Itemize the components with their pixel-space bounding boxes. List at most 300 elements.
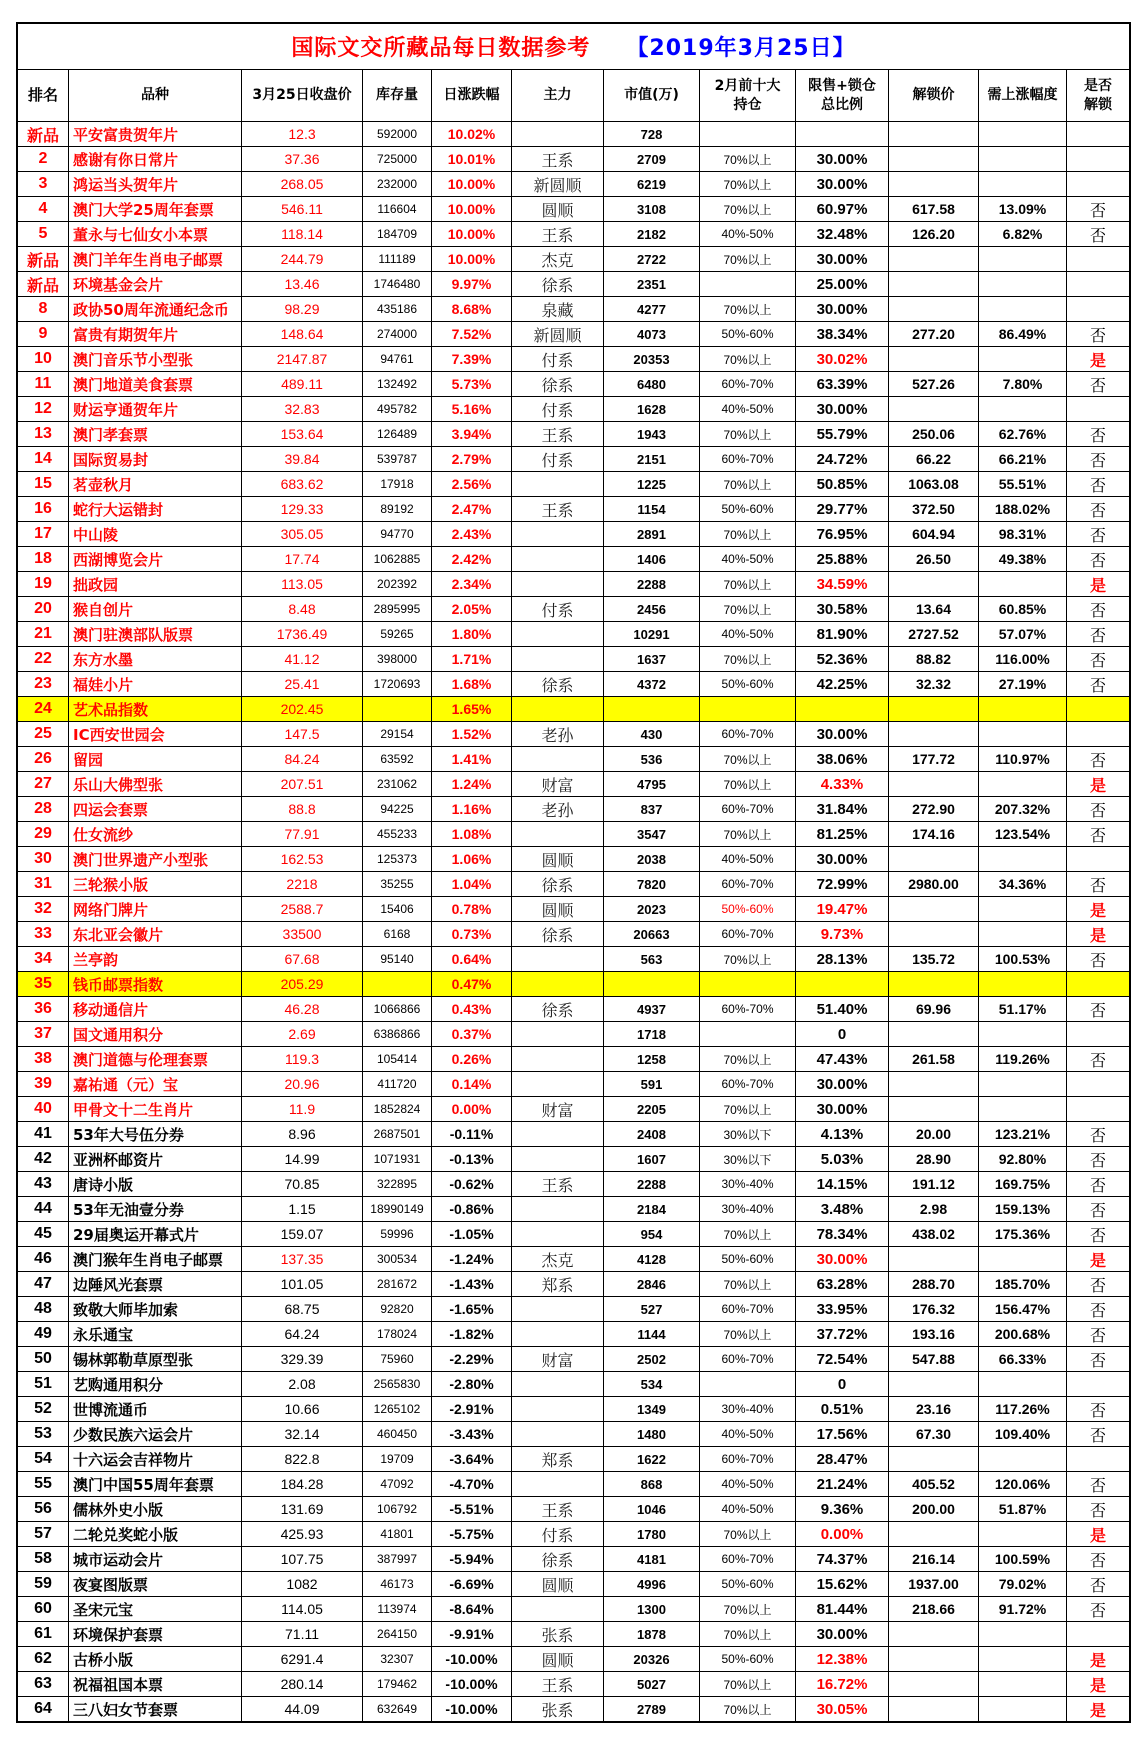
- market-cap-cell: 4996: [604, 1572, 699, 1596]
- lock-ratio-cell: 5.03%: [796, 1147, 888, 1171]
- needed-rise-cell: 123.21%: [979, 1122, 1066, 1146]
- main-force-cell: 徐系: [512, 922, 603, 946]
- main-force-cell: 王系: [512, 1672, 603, 1696]
- market-cap-cell: 2288: [604, 572, 699, 596]
- top10-holding-cell: 40%-50%: [700, 1422, 795, 1446]
- market-cap-cell: 1225: [604, 472, 699, 496]
- unlocked-cell: 是: [1067, 897, 1129, 921]
- stock-cell: 411720: [363, 1072, 431, 1096]
- close-price-cell: 2588.7: [242, 897, 362, 921]
- daily-change-cell: 0.78%: [432, 897, 511, 921]
- market-cap-cell: 534: [604, 1372, 699, 1396]
- needed-rise-cell: 200.68%: [979, 1322, 1066, 1346]
- stock-cell: 2687501: [363, 1122, 431, 1146]
- variety-name-cell: 嘉祐通（元）宝: [69, 1072, 241, 1096]
- unlocked-cell: 否: [1067, 647, 1129, 671]
- main-force-cell: [512, 947, 603, 971]
- unlocked-cell: 否: [1067, 997, 1129, 1021]
- variety-name-cell: 鸿运当头贺年片: [69, 172, 241, 196]
- unlocked-cell: 否: [1067, 197, 1129, 221]
- variety-name-cell: 圣宋元宝: [69, 1597, 241, 1621]
- unlock-price-cell: [889, 1622, 978, 1646]
- variety-name-cell: 乐山大佛型张: [69, 772, 241, 796]
- rank-cell: 30: [18, 847, 68, 871]
- close-price-cell: 137.35: [242, 1247, 362, 1271]
- market-cap-cell: 1046: [604, 1497, 699, 1521]
- unlock-price-cell: [889, 247, 978, 271]
- unlock-price-cell: 272.90: [889, 797, 978, 821]
- main-force-cell: 王系: [512, 497, 603, 521]
- lock-ratio-cell: 31.84%: [796, 797, 888, 821]
- market-cap-cell: [604, 972, 699, 996]
- main-force-cell: 王系: [512, 1172, 603, 1196]
- stock-cell: 126489: [363, 422, 431, 446]
- stock-cell: 6168: [363, 922, 431, 946]
- top10-holding-cell: 70%以上: [700, 947, 795, 971]
- header-market-cap: 市值(万): [604, 70, 699, 121]
- needed-rise-cell: 57.07%: [979, 622, 1066, 646]
- needed-rise-cell: [979, 1672, 1066, 1696]
- market-cap-cell: 2789: [604, 1697, 699, 1721]
- lock-ratio-cell: 34.59%: [796, 572, 888, 596]
- top10-holding-cell: 70%以上: [700, 1522, 795, 1546]
- market-cap-cell: 2182: [604, 222, 699, 246]
- daily-change-cell: 10.00%: [432, 247, 511, 271]
- needed-rise-cell: [979, 772, 1066, 796]
- top10-holding-cell: 70%以上: [700, 522, 795, 546]
- rank-cell: 56: [18, 1497, 68, 1521]
- stock-cell: 178024: [363, 1322, 431, 1346]
- stock-cell: 1066866: [363, 997, 431, 1021]
- stock-cell: 398000: [363, 647, 431, 671]
- lock-ratio-cell: 9.73%: [796, 922, 888, 946]
- market-cap-cell: 1144: [604, 1322, 699, 1346]
- top10-holding-cell: 70%以上: [700, 1222, 795, 1246]
- top10-holding-cell: [700, 272, 795, 296]
- unlocked-cell: 否: [1067, 222, 1129, 246]
- unlock-price-cell: 177.72: [889, 747, 978, 771]
- unlock-price-cell: [889, 972, 978, 996]
- close-price-cell: 101.05: [242, 1272, 362, 1296]
- unlock-price-cell: 288.70: [889, 1272, 978, 1296]
- variety-name-cell: 边陲风光套票: [69, 1272, 241, 1296]
- needed-rise-cell: 117.26%: [979, 1397, 1066, 1421]
- stock-cell: 92820: [363, 1297, 431, 1321]
- rank-cell: 13: [18, 422, 68, 446]
- lock-ratio-cell: 52.36%: [796, 647, 888, 671]
- unlock-price-cell: 617.58: [889, 197, 978, 221]
- rank-cell: 51: [18, 1372, 68, 1396]
- variety-name-cell: 福娃小片: [69, 672, 241, 696]
- market-cap-cell: 2151: [604, 447, 699, 471]
- market-cap-cell: 527: [604, 1297, 699, 1321]
- needed-rise-cell: [979, 847, 1066, 871]
- stock-cell: 29154: [363, 722, 431, 746]
- header-close-price: 3月25日收盘价: [242, 70, 362, 121]
- rank-cell: 25: [18, 722, 68, 746]
- variety-name-cell: 唐诗小版: [69, 1172, 241, 1196]
- main-force-cell: [512, 522, 603, 546]
- variety-name-cell: 留园: [69, 747, 241, 771]
- daily-change-cell: 1.24%: [432, 772, 511, 796]
- rank-cell: 44: [18, 1197, 68, 1221]
- top10-holding-cell: 50%-60%: [700, 1572, 795, 1596]
- close-price-cell: 305.05: [242, 522, 362, 546]
- main-force-cell: 付系: [512, 397, 603, 421]
- daily-change-cell: 1.06%: [432, 847, 511, 871]
- unlock-price-cell: [889, 122, 978, 146]
- unlocked-cell: 是: [1067, 572, 1129, 596]
- unlock-price-cell: 23.16: [889, 1397, 978, 1421]
- rank-cell: 23: [18, 672, 68, 696]
- rank-cell: 8: [18, 297, 68, 321]
- variety-name-cell: 政协50周年流通纪念币: [69, 297, 241, 321]
- market-cap-cell: 3547: [604, 822, 699, 846]
- lock-ratio-cell: 72.99%: [796, 872, 888, 896]
- market-cap-cell: 2184: [604, 1197, 699, 1221]
- top10-holding-cell: 60%-70%: [700, 872, 795, 896]
- daily-change-cell: 2.34%: [432, 572, 511, 596]
- needed-rise-cell: 156.47%: [979, 1297, 1066, 1321]
- main-force-cell: 徐系: [512, 272, 603, 296]
- daily-change-cell: 1.68%: [432, 672, 511, 696]
- daily-change-cell: 0.64%: [432, 947, 511, 971]
- needed-rise-cell: [979, 697, 1066, 721]
- close-price-cell: 244.79: [242, 247, 362, 271]
- unlocked-cell: [1067, 847, 1129, 871]
- lock-ratio-cell: [796, 972, 888, 996]
- rank-cell: 40: [18, 1097, 68, 1121]
- top10-holding-cell: 70%以上: [700, 1097, 795, 1121]
- top10-holding-cell: 70%以上: [700, 772, 795, 796]
- variety-name-cell: 澳门驻澳部队版票: [69, 622, 241, 646]
- top10-holding-cell: 40%-50%: [700, 547, 795, 571]
- close-price-cell: 84.24: [242, 747, 362, 771]
- main-force-cell: 徐系: [512, 872, 603, 896]
- daily-change-cell: 0.43%: [432, 997, 511, 1021]
- lock-ratio-cell: 14.15%: [796, 1172, 888, 1196]
- needed-rise-cell: 27.19%: [979, 672, 1066, 696]
- needed-rise-cell: 207.32%: [979, 797, 1066, 821]
- variety-name-cell: 环境基金会片: [69, 272, 241, 296]
- needed-rise-cell: 91.72%: [979, 1597, 1066, 1621]
- stock-cell: 41801: [363, 1522, 431, 1546]
- rank-cell: 41: [18, 1122, 68, 1146]
- close-price-cell: 113.05: [242, 572, 362, 596]
- daily-change-cell: 0.14%: [432, 1072, 511, 1096]
- needed-rise-cell: [979, 722, 1066, 746]
- daily-change-cell: 1.04%: [432, 872, 511, 896]
- needed-rise-cell: [979, 1022, 1066, 1046]
- needed-rise-cell: 55.51%: [979, 472, 1066, 496]
- close-price-cell: 77.91: [242, 822, 362, 846]
- unlocked-cell: [1067, 1622, 1129, 1646]
- variety-name-cell: 城市运动会片: [69, 1547, 241, 1571]
- needed-rise-cell: [979, 272, 1066, 296]
- top10-holding-cell: 70%以上: [700, 197, 795, 221]
- variety-name-cell: 东方水墨: [69, 647, 241, 671]
- top10-holding-cell: 60%-70%: [700, 722, 795, 746]
- top10-holding-cell: 70%以上: [700, 1622, 795, 1646]
- variety-name-cell: 澳门道德与伦理套票: [69, 1047, 241, 1071]
- unlocked-cell: [1067, 147, 1129, 171]
- lock-ratio-cell: 12.38%: [796, 1647, 888, 1671]
- rank-cell: 31: [18, 872, 68, 896]
- rank-cell: 9: [18, 322, 68, 346]
- lock-ratio-cell: 55.79%: [796, 422, 888, 446]
- top10-holding-cell: [700, 1372, 795, 1396]
- stock-cell: 59996: [363, 1222, 431, 1246]
- main-force-cell: [512, 972, 603, 996]
- top10-holding-cell: 60%-70%: [700, 1447, 795, 1471]
- main-force-cell: 新圆顺: [512, 322, 603, 346]
- stock-cell: 539787: [363, 447, 431, 471]
- stock-cell: [363, 972, 431, 996]
- needed-rise-cell: [979, 1372, 1066, 1396]
- stock-cell: 125373: [363, 847, 431, 871]
- needed-rise-cell: [979, 1247, 1066, 1271]
- rank-cell: 新品: [18, 247, 68, 271]
- lock-ratio-cell: 38.06%: [796, 747, 888, 771]
- unlock-price-cell: [889, 272, 978, 296]
- lock-ratio-cell: 76.95%: [796, 522, 888, 546]
- close-price-cell: 147.5: [242, 722, 362, 746]
- stock-cell: 15406: [363, 897, 431, 921]
- variety-name-cell: 夜宴图版票: [69, 1572, 241, 1596]
- unlocked-cell: 否: [1067, 547, 1129, 571]
- variety-name-cell: 拙政园: [69, 572, 241, 596]
- stock-cell: 132492: [363, 372, 431, 396]
- daily-change-cell: 0.37%: [432, 1022, 511, 1046]
- close-price-cell: 159.07: [242, 1222, 362, 1246]
- unlocked-cell: 否: [1067, 372, 1129, 396]
- close-price-cell: 12.3: [242, 122, 362, 146]
- close-price-cell: 1082: [242, 1572, 362, 1596]
- market-cap-cell: 2891: [604, 522, 699, 546]
- top10-holding-cell: 70%以上: [700, 1322, 795, 1346]
- unlocked-cell: 否: [1067, 422, 1129, 446]
- rank-cell: 46: [18, 1247, 68, 1271]
- variety-name-cell: 仕女流纱: [69, 822, 241, 846]
- stock-cell: 1062885: [363, 547, 431, 571]
- top10-holding-cell: 60%-70%: [700, 447, 795, 471]
- needed-rise-cell: 100.53%: [979, 947, 1066, 971]
- close-price-cell: 107.75: [242, 1547, 362, 1571]
- stock-cell: 94225: [363, 797, 431, 821]
- unlocked-cell: 是: [1067, 347, 1129, 371]
- variety-name-cell: 古桥小版: [69, 1647, 241, 1671]
- daily-change-cell: -0.62%: [432, 1172, 511, 1196]
- main-force-cell: [512, 547, 603, 571]
- stock-cell: 116604: [363, 197, 431, 221]
- main-force-cell: 徐系: [512, 672, 603, 696]
- close-price-cell: 41.12: [242, 647, 362, 671]
- daily-change-cell: 1.71%: [432, 647, 511, 671]
- main-force-cell: 王系: [512, 1497, 603, 1521]
- unlocked-cell: [1067, 247, 1129, 271]
- unlocked-cell: [1067, 1072, 1129, 1096]
- lock-ratio-cell: 17.56%: [796, 1422, 888, 1446]
- close-price-cell: 70.85: [242, 1172, 362, 1196]
- variety-name-cell: 四运会套票: [69, 797, 241, 821]
- stock-cell: 725000: [363, 147, 431, 171]
- top10-holding-cell: 70%以上: [700, 1597, 795, 1621]
- lock-ratio-cell: 30.00%: [796, 297, 888, 321]
- variety-name-cell: 世博流通币: [69, 1397, 241, 1421]
- market-cap-cell: 4181: [604, 1547, 699, 1571]
- main-force-cell: [512, 1297, 603, 1321]
- variety-name-cell: 二轮兑奖蛇小版: [69, 1522, 241, 1546]
- market-cap-cell: 4073: [604, 322, 699, 346]
- unlock-price-cell: 28.90: [889, 1147, 978, 1171]
- lock-ratio-cell: 28.13%: [796, 947, 888, 971]
- variety-name-cell: 中山陵: [69, 522, 241, 546]
- rank-cell: 52: [18, 1397, 68, 1421]
- unlocked-cell: [1067, 697, 1129, 721]
- lock-ratio-cell: 21.24%: [796, 1472, 888, 1496]
- variety-name-cell: IC西安世园会: [69, 722, 241, 746]
- top10-holding-cell: 60%-70%: [700, 1297, 795, 1321]
- close-price-cell: 2218: [242, 872, 362, 896]
- unlock-price-cell: 20.00: [889, 1122, 978, 1146]
- stock-cell: 1265102: [363, 1397, 431, 1421]
- daily-change-cell: -0.86%: [432, 1197, 511, 1221]
- stock-cell: 6386866: [363, 1022, 431, 1046]
- unlock-price-cell: 13.64: [889, 597, 978, 621]
- market-cap-cell: 20326: [604, 1647, 699, 1671]
- stock-cell: 2895995: [363, 597, 431, 621]
- market-cap-cell: 4372: [604, 672, 699, 696]
- unlocked-cell: [1067, 1447, 1129, 1471]
- unlocked-cell: 否: [1067, 622, 1129, 646]
- rank-cell: 53: [18, 1422, 68, 1446]
- market-cap-cell: 2456: [604, 597, 699, 621]
- lock-ratio-cell: 30.02%: [796, 347, 888, 371]
- needed-rise-cell: 123.54%: [979, 822, 1066, 846]
- market-cap-cell: 4277: [604, 297, 699, 321]
- lock-ratio-cell: 19.47%: [796, 897, 888, 921]
- unlock-price-cell: [889, 1672, 978, 1696]
- rank-cell: 15: [18, 472, 68, 496]
- unlock-price-cell: [889, 1022, 978, 1046]
- lock-ratio-cell: 24.72%: [796, 447, 888, 471]
- lock-ratio-cell: 30.00%: [796, 397, 888, 421]
- top10-holding-cell: 40%-50%: [700, 1497, 795, 1521]
- main-force-cell: 张系: [512, 1697, 603, 1721]
- rank-cell: 49: [18, 1322, 68, 1346]
- daily-change-cell: -1.82%: [432, 1322, 511, 1346]
- variety-name-cell: 澳门中国55周年套票: [69, 1472, 241, 1496]
- rank-cell: 63: [18, 1672, 68, 1696]
- stock-cell: 184709: [363, 222, 431, 246]
- main-force-cell: 郑系: [512, 1447, 603, 1471]
- daily-change-cell: 10.00%: [432, 172, 511, 196]
- daily-change-cell: -4.70%: [432, 1472, 511, 1496]
- variety-name-cell: 蛇行大运错封: [69, 497, 241, 521]
- daily-change-cell: 1.52%: [432, 722, 511, 746]
- market-cap-cell: 3108: [604, 197, 699, 221]
- stock-cell: 32307: [363, 1647, 431, 1671]
- unlocked-cell: 否: [1067, 1597, 1129, 1621]
- market-cap-cell: 563: [604, 947, 699, 971]
- needed-rise-cell: 34.36%: [979, 872, 1066, 896]
- needed-rise-cell: [979, 1697, 1066, 1721]
- rank-cell: 28: [18, 797, 68, 821]
- rank-cell: 58: [18, 1547, 68, 1571]
- unlocked-cell: [1067, 122, 1129, 146]
- rank-cell: 17: [18, 522, 68, 546]
- needed-rise-cell: 92.80%: [979, 1147, 1066, 1171]
- variety-name-cell: 澳门世界遗产小型张: [69, 847, 241, 871]
- stock-cell: 455233: [363, 822, 431, 846]
- close-price-cell: 153.64: [242, 422, 362, 446]
- unlock-price-cell: 2.98: [889, 1197, 978, 1221]
- header-needed-rise: 需上涨幅度: [979, 70, 1066, 121]
- unlock-price-cell: [889, 297, 978, 321]
- needed-rise-cell: 109.40%: [979, 1422, 1066, 1446]
- stock-cell: 1720693: [363, 672, 431, 696]
- main-force-cell: 徐系: [512, 997, 603, 1021]
- market-cap-cell: 536: [604, 747, 699, 771]
- stock-cell: 75960: [363, 1347, 431, 1371]
- main-force-cell: [512, 822, 603, 846]
- unlock-price-cell: [889, 1072, 978, 1096]
- main-force-cell: 杰克: [512, 1247, 603, 1271]
- main-force-cell: 王系: [512, 147, 603, 171]
- rank-cell: 3: [18, 172, 68, 196]
- lock-ratio-cell: 30.00%: [796, 172, 888, 196]
- rank-cell: 5: [18, 222, 68, 246]
- main-force-cell: [512, 572, 603, 596]
- top10-holding-cell: 70%以上: [700, 297, 795, 321]
- needed-rise-cell: [979, 247, 1066, 271]
- rank-cell: 21: [18, 622, 68, 646]
- variety-name-cell: 猴自创片: [69, 597, 241, 621]
- close-price-cell: 114.05: [242, 1597, 362, 1621]
- close-price-cell: 88.8: [242, 797, 362, 821]
- unlocked-cell: 否: [1067, 1272, 1129, 1296]
- main-force-cell: 财富: [512, 772, 603, 796]
- main-force-cell: 泉藏: [512, 297, 603, 321]
- market-cap-cell: 2288: [604, 1172, 699, 1196]
- main-force-cell: [512, 1372, 603, 1396]
- needed-rise-cell: 188.02%: [979, 497, 1066, 521]
- lock-ratio-cell: 30.00%: [796, 1097, 888, 1121]
- main-force-cell: [512, 1322, 603, 1346]
- close-price-cell: 162.53: [242, 847, 362, 871]
- market-cap-cell: 2846: [604, 1272, 699, 1296]
- needed-rise-cell: [979, 1072, 1066, 1096]
- close-price-cell: 118.14: [242, 222, 362, 246]
- unlock-price-cell: 32.32: [889, 672, 978, 696]
- daily-change-cell: 10.00%: [432, 197, 511, 221]
- daily-change-cell: -5.51%: [432, 1497, 511, 1521]
- top10-holding-cell: 70%以上: [700, 822, 795, 846]
- variety-name-cell: 澳门猴年生肖电子邮票: [69, 1247, 241, 1271]
- unlocked-cell: [1067, 397, 1129, 421]
- main-force-cell: [512, 1122, 603, 1146]
- stock-cell: 387997: [363, 1547, 431, 1571]
- main-force-cell: [512, 122, 603, 146]
- daily-change-cell: 5.16%: [432, 397, 511, 421]
- top10-holding-cell: [700, 972, 795, 996]
- top10-holding-cell: 30%-40%: [700, 1172, 795, 1196]
- unlock-price-cell: 1937.00: [889, 1572, 978, 1596]
- variety-name-cell: 国际贸易封: [69, 447, 241, 471]
- rank-cell: 60: [18, 1597, 68, 1621]
- variety-name-cell: 澳门羊年生肖电子邮票: [69, 247, 241, 271]
- rank-cell: 59: [18, 1572, 68, 1596]
